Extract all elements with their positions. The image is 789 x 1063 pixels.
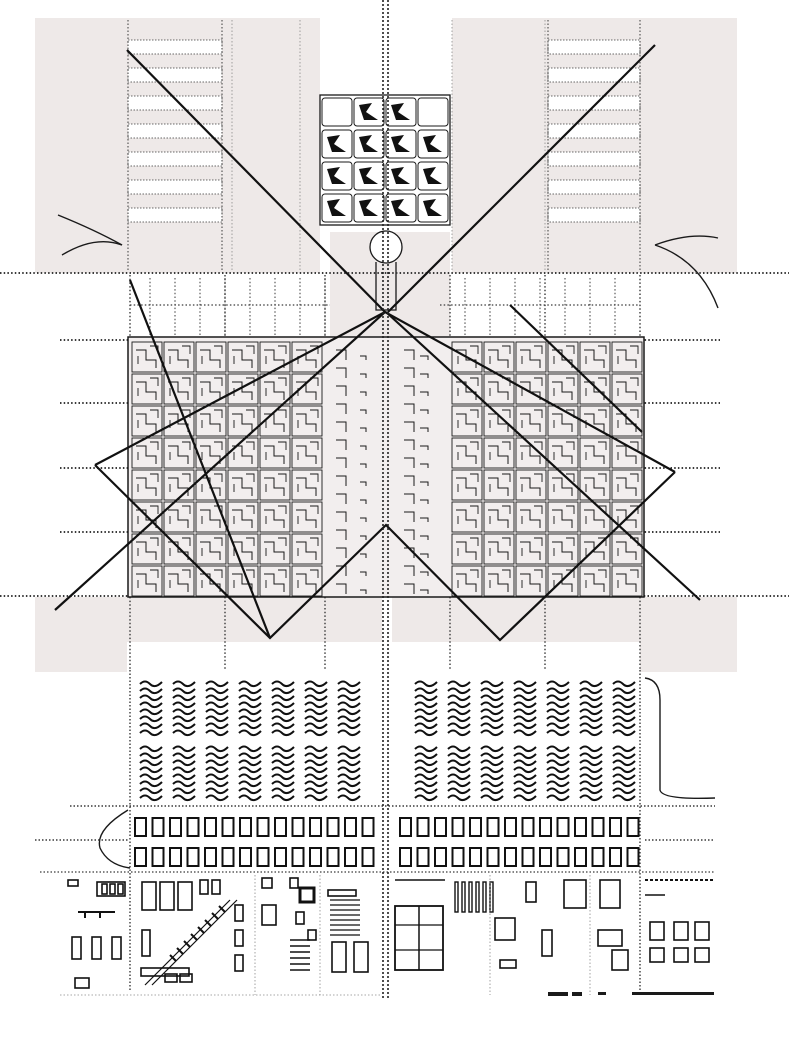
upper-courtyard-block bbox=[320, 95, 450, 225]
building-strip bbox=[548, 180, 640, 194]
building-strip bbox=[548, 124, 640, 138]
building-strip bbox=[548, 152, 640, 166]
building-strip bbox=[128, 180, 222, 194]
building-strip bbox=[128, 152, 222, 166]
building-strip bbox=[548, 208, 640, 222]
building-strip bbox=[128, 208, 222, 222]
building-strip bbox=[128, 68, 222, 82]
building-strip bbox=[128, 40, 222, 54]
building-strip bbox=[548, 40, 640, 54]
building-strip bbox=[548, 96, 640, 110]
central-dense-block bbox=[128, 337, 644, 597]
